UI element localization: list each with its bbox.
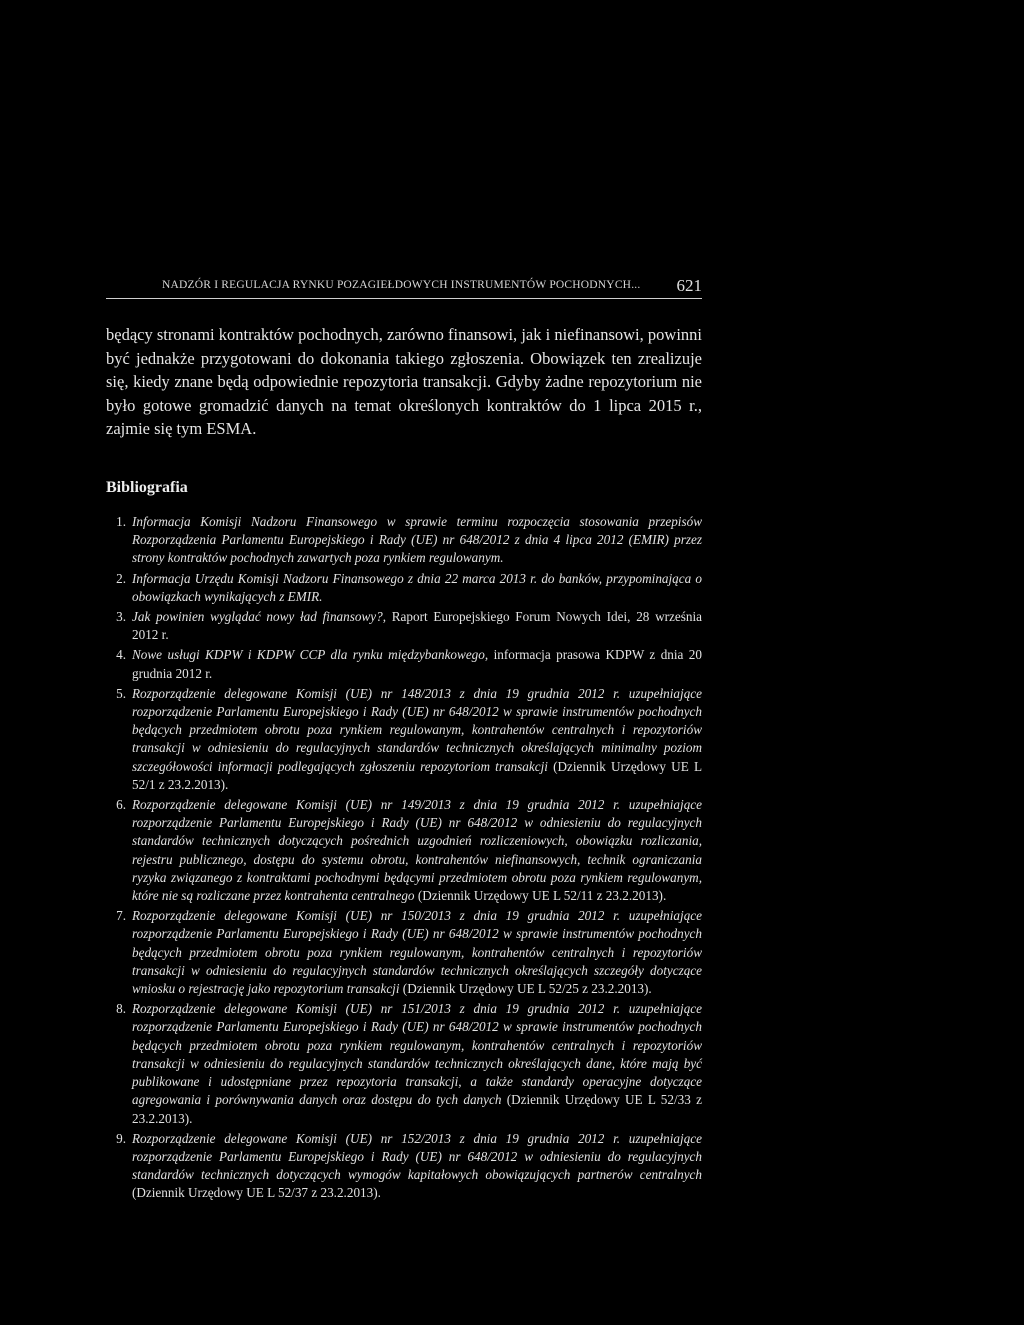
bibliography-list — [106, 513, 702, 1205]
bibliography-heading: Bibliografia — [106, 479, 188, 496]
item-number: 3. — [116, 609, 126, 625]
item-details: , informacja prasowa KDPW z dnia 20 grudnia 2012 r. — [132, 647, 702, 681]
item-number: 4. — [116, 647, 126, 663]
item-title: Rozporządzenie delegowane Komisji (UE) nr 152/2013 z dnia 19 grudnia 2012 r. uzupełniające rozporządzenie Parlamentu Europejskiego i Rady (UE) nr 648/2012 w odniesieniu do regulacyjnych standardów technicznych dotyczących wymogów kapitałowych obowiązujących partnerów centralnych — [132, 1130, 702, 1183]
item-details: (Dziennik Urzędowy UE L 52/37 z 23.2.2013). — [132, 1185, 381, 1201]
item-number: 8. — [116, 1001, 126, 1017]
item-number: 6. — [116, 797, 126, 813]
item-number: 2. — [116, 570, 126, 586]
running-title: NADZÓR I REGULACJA RYNKU POZAGIEŁDOWYCH INSTRUMENTÓW POCHODNYCH... — [162, 279, 641, 291]
item-number: 5. — [116, 685, 126, 701]
item-number: 1. — [116, 514, 126, 529]
item-title: Informacja Urzędu Komisji Nadzoru Finansowego z dnia 22 marca 2013 r. do banków, przypominająca o obowiązkach wynikających z EMIR. — [132, 570, 702, 604]
item-details: , Raport Europejskiego Forum Nowych Idei, 28 września 2012 r. — [132, 609, 702, 643]
item-title: Rozporządzenie delegowane Komisji (UE) nr 151/2013 z dnia 19 grudnia 2012 r. uzupełniające rozporządzenie Parlamentu Europejskiego i Rady (UE) nr 648/2012 w sprawie instrumentów pochodnych będących przedmiotem obrotu poza rynkiem regulowanym, kontrahentów centralnych i repozytoriów transakcji w odniesieniu do regulacyjnych standardów technicznych określających dane, które mają być publikowane i udostępniane przez repozytoria transakcji, a także standardy operacyjne dotyczące agregowania i porównywania danych oraz dostępu do tych danych — [132, 1001, 702, 1108]
bibliography-item — [106, 685, 702, 794]
bibliography-item — [106, 1000, 702, 1127]
item-number: 7. — [116, 908, 126, 924]
body-paragraph: będący stronami kontraktów pochodnych, zarówno finansowi, jak i niefinansowi, powinni być jednakże przygotowani do dokonania takiego zgłoszenia. Obowiązek ten zrealizuje się, kiedy znane będą odpowiednie repozytoria transakcji. Gdyby żadne repozytorium nie było gotowe gromadzić danych na temat określonych kontraktów do 1 lipca 2015 r., zajmie się tym ESMA. — [106, 325, 702, 439]
item-number: 9. — [116, 1130, 126, 1146]
item-details: (Dziennik Urzędowy UE L 52/1 z 23.2.2013). — [132, 758, 702, 792]
item-title: Rozporządzenie delegowane Komisji (UE) nr 148/2013 z dnia 19 grudnia 2012 r. uzupełniające rozporządzenie Parlamentu Europejskiego i Rady (UE) nr 648/2012 w sprawie instrumentów pochodnych będących przedmiotem obrotu poza rynkiem regulowanym, kontrahentów centralnych i repozytoriów transakcji w odniesieniu do regulacyjnych standardów technicznych określających minimalny poziom szczegółowości informacji podlegających zgłoszeniu repozytoriom transakcji — [132, 685, 702, 774]
running-header — [106, 276, 702, 299]
item-title: Jak powinien wyglądać nowy ład finansowy? — [132, 609, 383, 625]
bibliography-item — [106, 796, 702, 905]
item-details: (Dziennik Urzędowy UE L 52/33 z 23.2.2013). — [132, 1092, 702, 1126]
item-details: (Dziennik Urzędowy UE L 52/11 z 23.2.2013). — [414, 888, 667, 904]
item-title: Rozporządzenie delegowane Komisji (UE) nr 149/2013 z dnia 19 grudnia 2012 r. uzupełniające rozporządzenie Parlamentu Europejskiego i Rady (UE) nr 648/2012 w odniesieniu do regulacyjnych standardów technicznych dotyczących pośrednich uzgodnień rozliczeniowych, obowiązku rozliczania, rejestru publicznego, dostępu do systemu obrotu, kontrahentów niefinansowych, technik ograniczania ryzyka związanego z kontraktami pochodnymi będącymi przedmiotem obrotu poza rynkiem regulowanym, które nie są rozliczane przez kontrahenta centralnego — [132, 797, 702, 904]
bibliography-item — [106, 608, 702, 644]
bibliography-item — [106, 513, 702, 568]
bibliography-item — [106, 1130, 702, 1203]
page-number: 621 — [676, 276, 702, 295]
item-title: Informacja Komisji Nadzoru Finansowego w sprawie terminu rozpoczęcia stosowania przepisów Rozporządzenia Parlamentu Europejskiego i Rady (UE) nr 648/2012 z dnia 4 lipca 2012 (EMIR) przez strony kontraktów pochodnych zawartych poza rynkiem regulowanym. — [132, 514, 702, 566]
bibliography-item — [106, 646, 702, 682]
bibliography-item — [106, 907, 702, 998]
item-title: Rozporządzenie delegowane Komisji (UE) nr 150/2013 z dnia 19 grudnia 2012 r. uzupełniające rozporządzenie Parlamentu Europejskiego i Rady (UE) nr 648/2012 w sprawie instrumentów pochodnych będących przedmiotem obrotu poza rynkiem regulowanym, kontrahentów centralnych i repozytoriów transakcji w odniesieniu do regulacyjnych standardów technicznych określających szczegóły dotyczące wniosku o rejestrację jako repozytorium transakcji — [132, 908, 702, 997]
bibliography-item — [106, 570, 702, 606]
item-details: (Dziennik Urzędowy UE L 52/25 z 23.2.2013). — [399, 981, 652, 997]
item-title: Nowe usługi KDPW i KDPW CCP dla rynku międzybankowego — [132, 647, 485, 663]
